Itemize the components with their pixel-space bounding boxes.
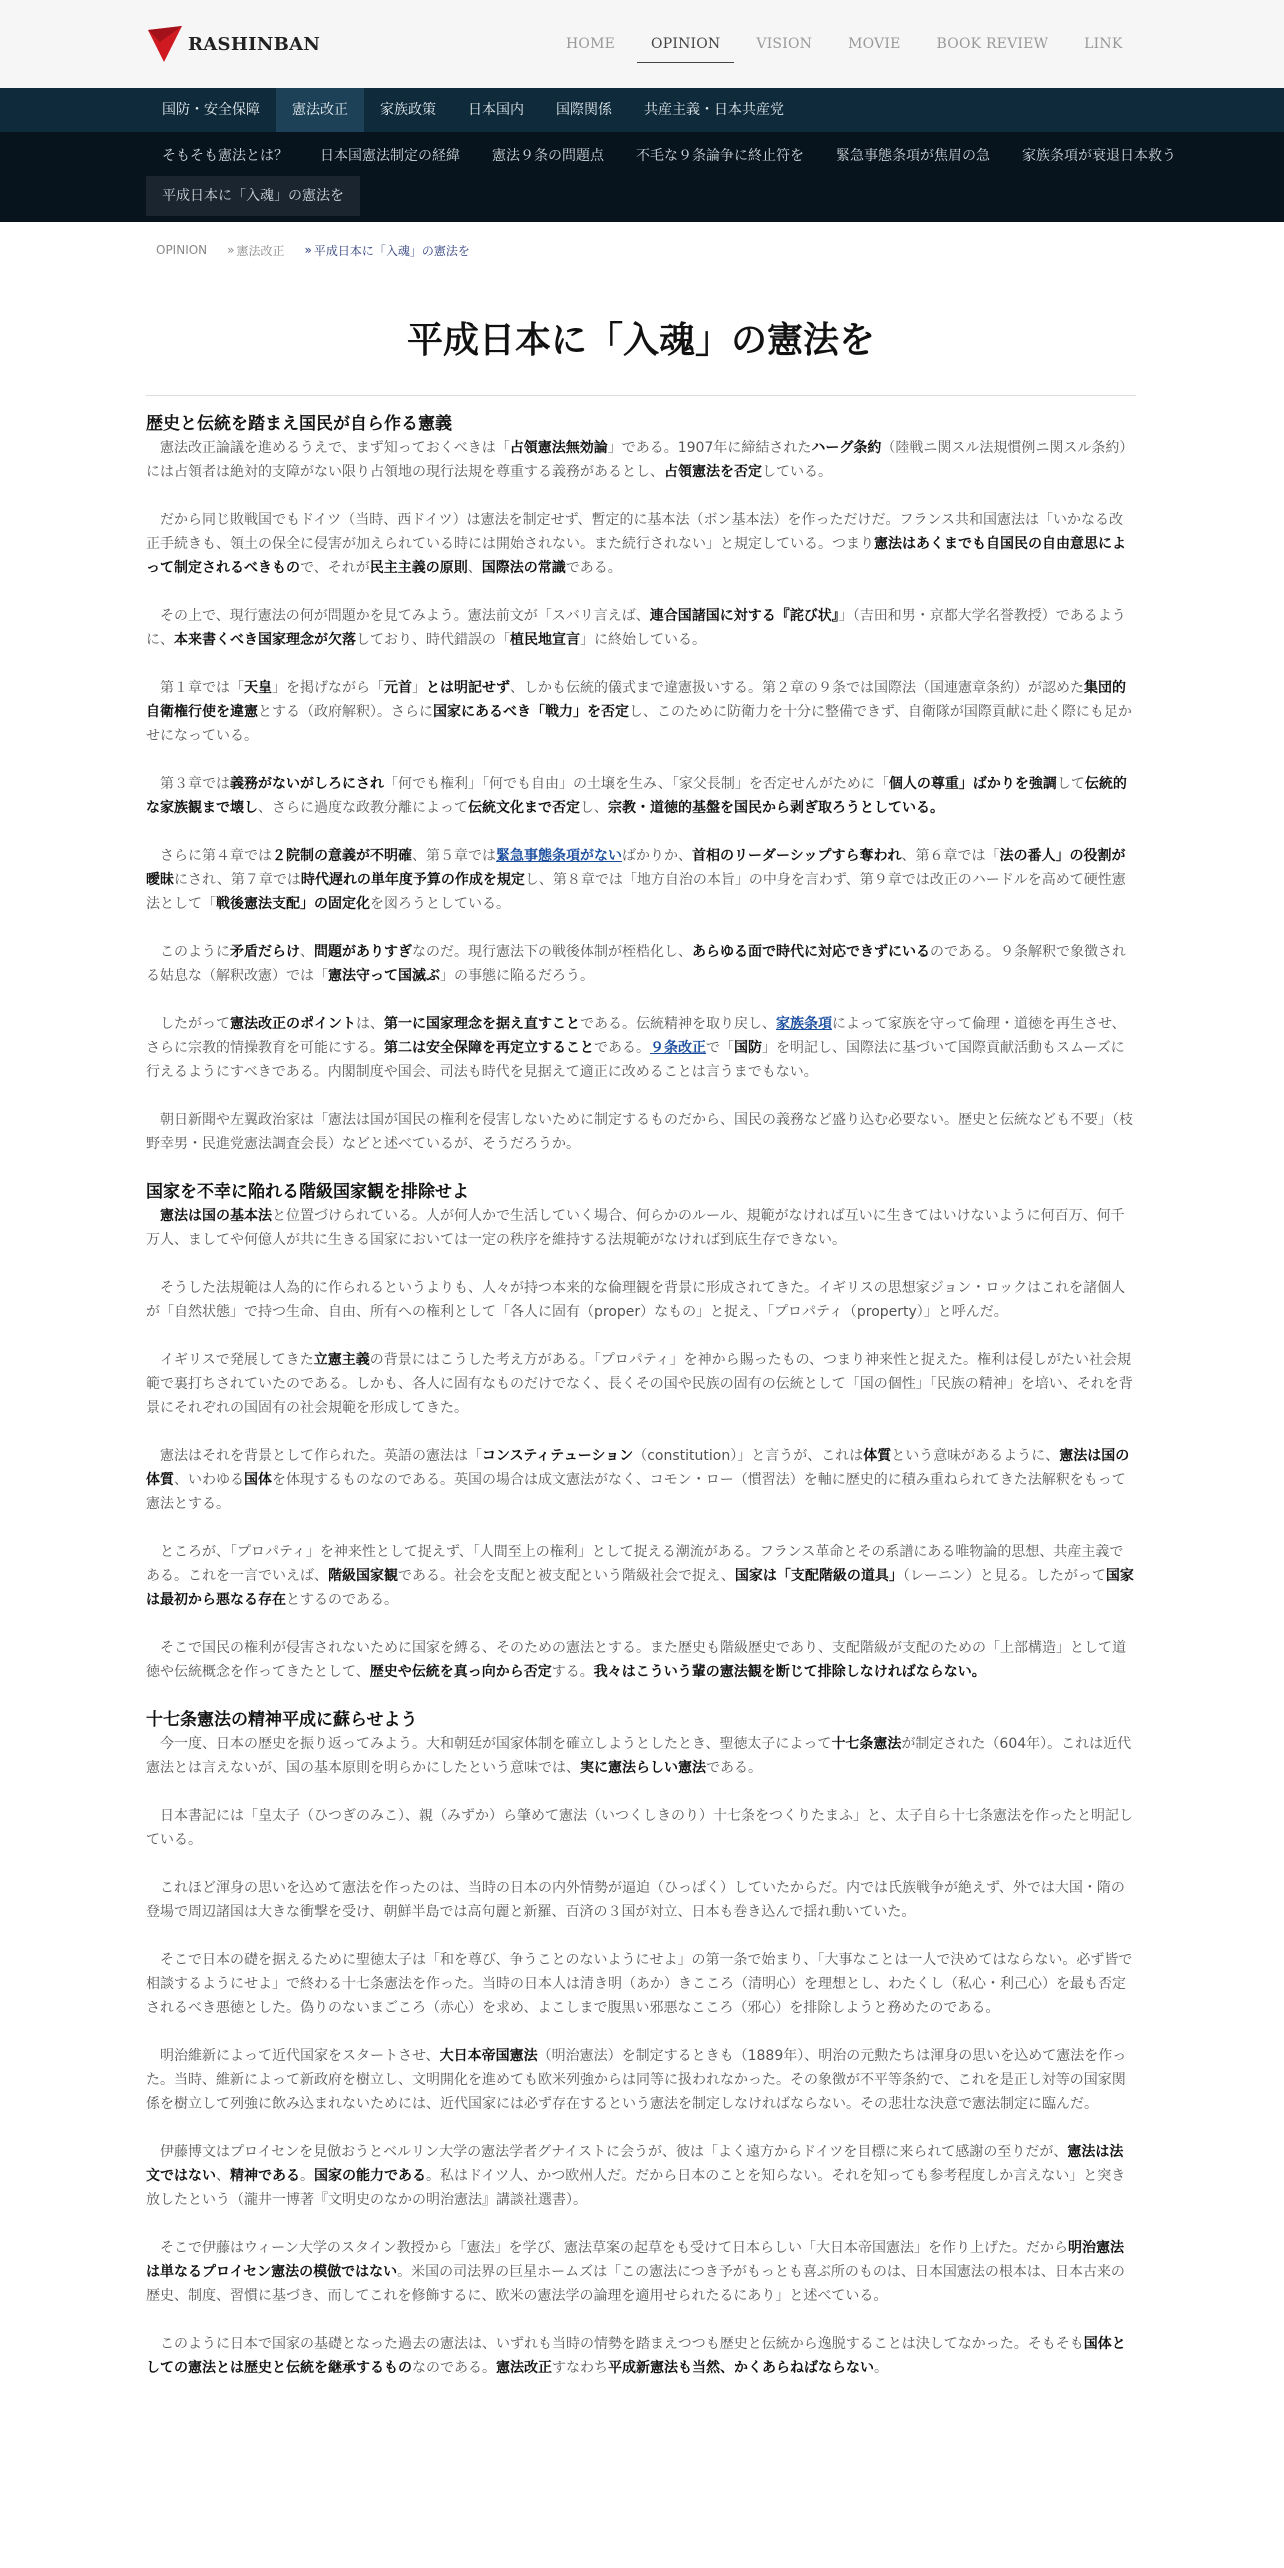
body-text: イギリスで発展してきた	[160, 1352, 314, 1368]
article-paragraph	[146, 1444, 1136, 1516]
body-text: そうした法規範は人為的に作られるというよりも、人々が持つ本来的な倫理観を背景に形成されてきた。イギリスの思想家ジョン・ロックはこれを諸個人が「自然状態」で持つ生命、自由、所有への権利として「各人に固有（proper）なもの」と捉え、「プロパティ（property）」と呼んだ。	[146, 1280, 1126, 1320]
category-nav-item[interactable]: 国防・安全保障	[162, 102, 260, 118]
emphasis-text: 憲法改正	[496, 2360, 552, 2376]
emphasis-text: 天皇	[244, 680, 272, 696]
body-text: と位置づけられている。人が何人かで生活していく場合、何らかのルール、規範がなければ互いに生きてはいけないように何百万、何千万人、ましてや何億人が共に生きる国家においては一定の秩序を維持する法規範がなければ到底生存できない。	[146, 1208, 1125, 1248]
category-nav-item[interactable]: 共産主義・日本共産党	[644, 102, 784, 118]
article-paragraph	[146, 1204, 1136, 1252]
article-paragraph	[146, 508, 1136, 580]
body-text: を体現するものなのである。英国の場合は成文憲法がなく、コモン・ロー（慣習法）を軸に歴史的に積み重ねられてきた法解釈をもって憲法とする。	[146, 1472, 1126, 1512]
top-nav	[548, 0, 1141, 88]
site-logo[interactable]	[146, 24, 320, 64]
body-text: 」を掲げながら「	[272, 680, 384, 696]
body-text: これほど渾身の思いを込めて憲法を作ったのは、当時の日本の内外情勢が逼迫（ひっぱく）していたからだ。内では氏族戦争が絶えず、外では大国・隋の登場で周辺諸国は大きな衝撃を受け、朝鮮半島では高句麗と新羅、百済の３国が対立、日本も巻き込んで揺れ動いていた。	[146, 1880, 1125, 1920]
emphasis-text: 第二は安全保障を再定立すること	[384, 1040, 594, 1056]
body-text: 」に終始している。	[580, 632, 706, 648]
body-text: 「何でも権利」「何でも自由」の土壌を生み、「家父長制」を否定せんがために「	[384, 776, 889, 792]
body-text: なのだ。現行憲法下の戦後体制が桎梏化し、	[412, 944, 692, 960]
emphasis-text: 第一に国家理念を据え直すこと	[384, 1016, 580, 1032]
top-nav-opinion[interactable]: OPINION	[633, 0, 738, 88]
emphasis-text: 義務がないがしろにされ	[230, 776, 384, 792]
article-paragraph	[146, 940, 1136, 988]
article-paragraph	[146, 436, 1136, 484]
section-heading: 国家を不幸に陥れる階級国家観を排除せよ	[146, 1182, 469, 1202]
body-text: によって家族を守って倫理・道徳を再生させ、さらに宗教的情操教育を可能にする。	[146, 1016, 1126, 1056]
emphasis-text: 国家の能力である	[314, 2168, 426, 2184]
body-text: という意味があるように、	[891, 1448, 1060, 1464]
emphasis-text: 十七条憲法	[831, 1736, 902, 1752]
logo-text: RASHINBAN	[188, 33, 321, 55]
inline-link[interactable]: ９条改正	[650, 1040, 706, 1056]
body-text: が制定された（604年）。これは近代憲法とは言えないが、国の基本原則を明らかにしたという意味では、	[146, 1736, 1132, 1776]
article	[146, 278, 1136, 2380]
emphasis-text: 国体としての憲法とは歴史と伝統を継承するもの	[146, 2336, 1126, 2376]
article-body	[146, 412, 1136, 2380]
section-heading: 十七条憲法の精神平成に蘇らせよう	[146, 1710, 418, 1730]
category-nav	[0, 88, 1284, 132]
sub-nav-item[interactable]: 日本国憲法制定の経緯	[320, 148, 460, 164]
body-text: 」を明記し、国際法に基づいて国際貢献活動もスムーズに行えるようにすべきである。内閣制度や国会、司法も時代を見据えて適正に改めることは言うまでもない。	[146, 1040, 1125, 1080]
article-paragraph	[146, 2140, 1136, 2212]
article-paragraph	[146, 1012, 1136, 1084]
inline-link[interactable]: 緊急事態条項がない	[496, 848, 622, 864]
body-text: し、	[580, 800, 608, 816]
emphasis-text: 国家は「支配階級の道具」	[734, 1568, 903, 1584]
emphasis-text: 大日本帝国憲法	[439, 2048, 538, 2064]
article-paragraph	[146, 1108, 1136, 1156]
body-text: （constitution）」と言うが、これは	[633, 1448, 864, 1464]
body-text: 、	[467, 560, 482, 576]
emphasis-text: 憲法はあくまでも自国民の自由意思によって制定されるべきもの	[146, 536, 1126, 576]
body-text: 今一度、日本の歴史を振り返ってみよう。大和朝廷が国家体制を確立しようとしたとき、聖徳太子によって	[160, 1736, 832, 1752]
body-text: 伊藤博文はプロイセンを見倣おうとベルリン大学の憲法学者グナイストに会うが、彼は「よく遠方からドイツを目標に来られて感謝の至りだが、	[160, 2144, 1068, 2160]
sub-nav-item[interactable]: 平成日本に「入魂」の憲法を	[146, 176, 360, 216]
body-text: している。	[762, 464, 832, 480]
breadcrumb-parent[interactable]: 憲法改正	[236, 243, 285, 258]
emphasis-text: 本来書くべき国家理念が欠落	[174, 632, 356, 648]
body-text: 憲法改正論議を進めるうえで、まず知っておくべきは「	[160, 440, 510, 456]
emphasis-text: 国際法の常識	[481, 560, 566, 576]
emphasis-text: あらゆる面で時代に対応できずにいる	[692, 944, 930, 960]
body-text: このように日本で国家の基礎となった過去の憲法は、いずれも当時の情勢を踏まえつつも歴史と伝統から逸脱することは決してなかった。そもそも	[160, 2336, 1084, 2352]
body-text: その上で、現行憲法の何が問題かを見てみよう。憲法前文が「スバリ言えば、	[160, 608, 650, 624]
emphasis-text: 憲法守って国滅ぶ	[328, 968, 440, 984]
breadcrumb-current: 平成日本に「入魂」の憲法を	[313, 243, 470, 258]
body-text: したがって	[160, 1016, 230, 1032]
emphasis-text: 憲法は法文ではない	[146, 2144, 1124, 2184]
body-text: 。私はドイツ人、かつ欧州人だ。だから日本のことを知らない。それを知っても参考程度しか言えない」と突き放したという（瀧井一博著『文明史のなかの明治憲法』講談社選書）。	[146, 2168, 1126, 2208]
site-header	[0, 0, 1284, 88]
emphasis-text: 精神である	[230, 2168, 300, 2184]
top-nav-movie[interactable]: MOVIE	[848, 36, 901, 52]
body-text: である。伝統精神を取り戻し、	[580, 1016, 776, 1032]
emphasis-text: 宗教・道徳的基盤を国民から剥ぎ取ろうとしている。	[608, 800, 944, 816]
body-text: の背景にはこうした考え方がある。「プロパティ」を神から賜ったもの、つまり神来性と捉えた。権利は侵しがたい社会規範で裏打ちされていたのである。しかも、各人に固有なものだけでなく、長くその国や民族の固有の伝統として「国の個性」「民族の精神」を培い、それを背景にそれぞれの国固有の社会規範を形成してきた。	[146, 1352, 1133, 1416]
article-paragraph	[146, 2332, 1136, 2380]
body-text: である。社会を支配と被支配という階級社会で捉え、	[398, 1568, 735, 1584]
sub-nav	[0, 132, 1284, 222]
page-title: 平成日本に「入魂」の憲法を	[146, 278, 1136, 396]
body-text: 」	[412, 680, 426, 696]
article-paragraph	[146, 604, 1136, 652]
article-paragraph	[146, 844, 1136, 916]
body-text: は、	[356, 1016, 384, 1032]
body-text: 朝日新聞や左翼政治家は「憲法は国が国民の権利を侵害しないために制定するものだから、国民の義務など盛り込む必要ない。歴史と伝統なども不要」（枝野幸男・民進党憲法調査会長）などと述べているが、そうだろうか。	[146, 1112, 1133, 1152]
emphasis-text: 階級国家観	[328, 1568, 398, 1584]
body-text: （陸戦ニ関スル法規慣例ニ関スル条約）には占領者は絶対的支障がない限り占領地の現行法規を尊重する義務があるとし、	[146, 440, 1134, 480]
emphasis-text: 実に憲法らしい憲法	[580, 1760, 706, 1776]
body-text: 憲法はそれを背景として作られた。英語の憲法は「	[160, 1448, 482, 1464]
article-paragraph	[146, 1540, 1136, 1612]
body-text: のである。９条解釈で象徴される姑息な（解釈改憲）では「	[146, 944, 1126, 984]
breadcrumb-separator: »	[304, 243, 312, 257]
inline-link[interactable]: 家族条項	[776, 1016, 832, 1032]
sub-nav-item[interactable]: 憲法９条の問題点	[492, 148, 604, 164]
body-text: とする（政府解釈）。さらに	[258, 704, 433, 720]
body-text: （レーニン）と見る。したがって	[902, 1568, 1106, 1584]
sub-nav-item[interactable]: 家族条項が衰退日本救う	[1022, 148, 1176, 164]
breadcrumb-root[interactable]: OPINION	[156, 243, 208, 257]
emphasis-text: 平成新憲法も当然、かくあらねばならない	[608, 2360, 874, 2376]
article-paragraph	[146, 1732, 1136, 1780]
article-paragraph	[146, 1804, 1136, 1852]
body-text: ところが、「プロパティ」を神来性として捉えず、「人間至上の権利」として捉える潮流がある。フランス革命とその系譜にある唯物論的思想、共産主義である。これを一言でいえば、	[146, 1544, 1124, 1584]
body-text: すなわち	[552, 2360, 608, 2376]
body-text: し、このために防衛力を十分に整備できず、自衛隊が国際貢献に赴く際にも足かせになっている。	[146, 704, 1132, 744]
emphasis-text: 法の番人」の役割が曖昧	[146, 848, 1126, 888]
emphasis-text: 時代遅れの単年度予算の作成を規定	[300, 872, 525, 888]
emphasis-text: 立憲主義	[313, 1352, 370, 1368]
sub-nav-item[interactable]: 緊急事態条項が焦眉の急	[836, 148, 990, 164]
category-nav-item[interactable]: 日本国内	[468, 102, 524, 118]
category-nav-item[interactable]: 憲法改正	[276, 88, 364, 132]
body-text: しており、時代錯誤の「	[356, 632, 510, 648]
body-text: して	[1056, 776, 1085, 792]
body-text: 、第６章では「	[901, 848, 1000, 864]
emphasis-text: 国家にあるべき「戦力」を否定	[433, 704, 629, 720]
section-heading: 歴史と伝統を踏まえ国民が自ら作る憲義	[146, 414, 452, 434]
emphasis-text: 連合国諸国に対する『詫び状』	[649, 608, 839, 624]
body-text: さらに第４章では	[160, 848, 272, 864]
body-text: 」である。1907年に締結された	[607, 440, 812, 456]
body-text: 第３章では	[160, 776, 230, 792]
breadcrumb-separator: »	[227, 243, 235, 257]
body-text: で「	[706, 1040, 734, 1056]
body-text: である。	[594, 1040, 650, 1056]
article-paragraph	[146, 1636, 1136, 1684]
body-text: なのである。	[412, 2360, 496, 2376]
body-text: 、いわゆる	[174, 1472, 244, 1488]
breadcrumb	[0, 222, 1284, 278]
body-text: 第１章では「	[160, 680, 244, 696]
emphasis-text: 憲法は国の基本法	[160, 1208, 272, 1224]
emphasis-text: 占領憲法無効論	[509, 440, 608, 456]
emphasis-text: 憲法改正のポイント	[230, 1016, 356, 1032]
top-nav-book-review[interactable]: BOOK REVIEW	[936, 36, 1049, 52]
body-text: 日本書記には「皇太子（ひつぎのみこ）、親（みずか）ら肇めて憲法（いつくしきのり）十七条をつくりたまふ」と、太子自ら十七条憲法を作ったと明記している。	[146, 1808, 1133, 1848]
body-text: で、それが	[300, 560, 370, 576]
body-text: である。	[565, 560, 622, 576]
article-paragraph	[146, 2044, 1136, 2116]
body-text: である。	[706, 1760, 762, 1776]
body-text: 」の事態に陥るだろう。	[440, 968, 594, 984]
emphasis-text: 明治憲法は単なるプロイセン憲法の模倣ではない	[146, 2240, 1125, 2280]
emphasis-text: 民主主義の原則	[369, 560, 468, 576]
body-text: 、さらに過度な政教分離によって	[258, 800, 468, 816]
article-paragraph	[146, 1276, 1136, 1324]
emphasis-text: 体質	[863, 1448, 892, 1464]
top-nav-vision[interactable]: VISION	[756, 36, 813, 52]
emphasis-text: 伝統的な家族観まで壊し	[146, 776, 1127, 816]
body-text: 、しかも伝統的儀式まで違憲扱いする。第２章の９条では国際法（国連憲章条約）が認めた	[510, 680, 1084, 696]
emphasis-text: 国体	[244, 1472, 272, 1488]
body-text: 」（吉田和男・京都大学名誉教授）であるように、	[146, 608, 1126, 648]
body-text: 。	[300, 2168, 314, 2184]
emphasis-text: ２院制の意義が不明確	[272, 848, 412, 864]
body-text: そこで伊藤はウィーン大学のスタイン教授から「憲法」を学び、憲法草案の起草をも受けて日本らしい「大日本帝国憲法」を作り上げた。だから	[160, 2240, 1069, 2256]
emphasis-text: 首相のリーダーシップすら奪われ	[692, 848, 902, 864]
emphasis-text: 集団的自衛権行使を違憲	[146, 680, 1126, 720]
emphasis-text: 我々はこういう輩の憲法観を断じて排除しなければならない。	[593, 1664, 986, 1680]
body-text: する。	[551, 1664, 594, 1680]
body-text: このように	[160, 944, 230, 960]
body-text: そこで国民の権利が侵害されないために国家を縛る、そのための憲法とする。また歴史も階級歴史であり、支配階級が支配のための「上部構造」として道徳や伝統概念を作ってきたとして、	[146, 1640, 1126, 1680]
body-text: し、第８章では「地方自治の本旨」の中身を言わず、第９章では改正のハードルを高めて硬性憲法として「	[146, 872, 1126, 912]
body-text: そこで日本の礎を据えるために聖徳太子は「和を尊び、争うことのないようにせよ」の第一条で始まり、「大事なことは一人で決めてはならない。必ず皆で相談するようにせよ」で終わる十七条憲法を作った。当時の日本人は清き明（あか）きこころ（清明心）を理想とし、わたくし（私心・利己心）を最も否定されるべき悪徳とした。偽りのないまごころ（赤心）を求め、よこしまで腹黒い邪悪なこころ（邪心）を排除しようと務めたのである。	[146, 1952, 1133, 2016]
body-text: 。米国の司法界の巨星ホームズは「この憲法につき予がもっとも喜ぶ所のものは、日本国憲法の根本は、日本古来の歴史、制度、習慣に基づき、而してこれを修飾するに、欧米の憲法学の論理を適用せられたるにあり」と述べている。	[146, 2264, 1125, 2304]
emphasis-text: 戦後憲法支配」の固定化	[216, 896, 370, 912]
article-paragraph	[146, 2236, 1136, 2308]
emphasis-text: 歴史や伝統を真っ向から否定	[369, 1664, 552, 1680]
emphasis-text: 植民地宣言	[510, 632, 580, 648]
emphasis-text: 伝統文化まで否定	[468, 800, 580, 816]
body-text: にされ、第７章では	[174, 872, 301, 888]
sub-nav-item[interactable]: 不毛な９条論争に終止符を	[636, 148, 804, 164]
category-nav-item[interactable]: 家族政策	[380, 102, 436, 118]
body-text: （明治憲法）を制定するときも（1889年）、明治の元勲たちは渾身の思いを込めて憲法を作った。当時、維新によって新政府を樹立し、文明開化を進めても欧米列強からは同等に扱われなかった。その象徴が不平等条約で、これを是正し対等の国家関係を樹立して列強に飲み込まれないためには、近代国家には必ず存在するという憲法を制定しなければならない。その悲壮な決意で憲法制定に臨んだ。	[146, 2048, 1127, 2112]
article-paragraph	[146, 676, 1136, 748]
top-nav-link[interactable]: LINK	[1084, 36, 1123, 52]
article-paragraph	[146, 772, 1136, 820]
body-text: 。	[874, 2360, 888, 2376]
body-text: ばかりか、	[622, 848, 692, 864]
sub-nav-item[interactable]: そもそも憲法とは？	[162, 148, 288, 164]
article-paragraph	[146, 1348, 1136, 1420]
article-paragraph	[146, 1948, 1136, 2020]
emphasis-text: とは明記せず	[426, 680, 510, 696]
emphasis-text: 憲法は国の体質	[146, 1448, 1130, 1488]
article-paragraph	[146, 1876, 1136, 1924]
body-text: 明治維新によって近代国家をスタートさせ、	[160, 2048, 440, 2064]
category-nav-item[interactable]: 国際関係	[556, 102, 612, 118]
body-text: 、	[216, 2168, 230, 2184]
emphasis-text: 国防	[734, 1040, 762, 1056]
top-nav-home[interactable]: HOME	[566, 36, 616, 52]
emphasis-text: 国家は最初から悪なる存在	[146, 1568, 1134, 1608]
body-text: だから同じ敗戦国でもドイツ（当時、西ドイツ）は憲法を制定せず、暫定的に基本法（ボン基本法）を作っただけだ。フランス共和国憲法は「いかなる改正手続きも、領土の保全に侵害が加えられている時には開始されない。また続行されない」と規定している。つまり	[146, 512, 1124, 552]
compass-logo-icon	[146, 24, 184, 64]
emphasis-text: 占領憲法を否定	[664, 464, 762, 480]
body-text: 、	[300, 944, 314, 960]
emphasis-text: 個人の尊重」ばかりを強調	[888, 776, 1057, 792]
emphasis-text: コンスティテューション	[482, 1448, 634, 1464]
emphasis-text: ハーグ条約	[811, 440, 882, 456]
emphasis-text: 元首	[384, 680, 412, 696]
body-text: 、第５章では	[412, 848, 496, 864]
emphasis-text: 矛盾だらけ	[230, 944, 300, 960]
body-text: を図ろうとしている。	[370, 896, 510, 912]
body-text: とするのである。	[286, 1592, 398, 1608]
emphasis-text: 問題がありすぎ	[314, 944, 412, 960]
